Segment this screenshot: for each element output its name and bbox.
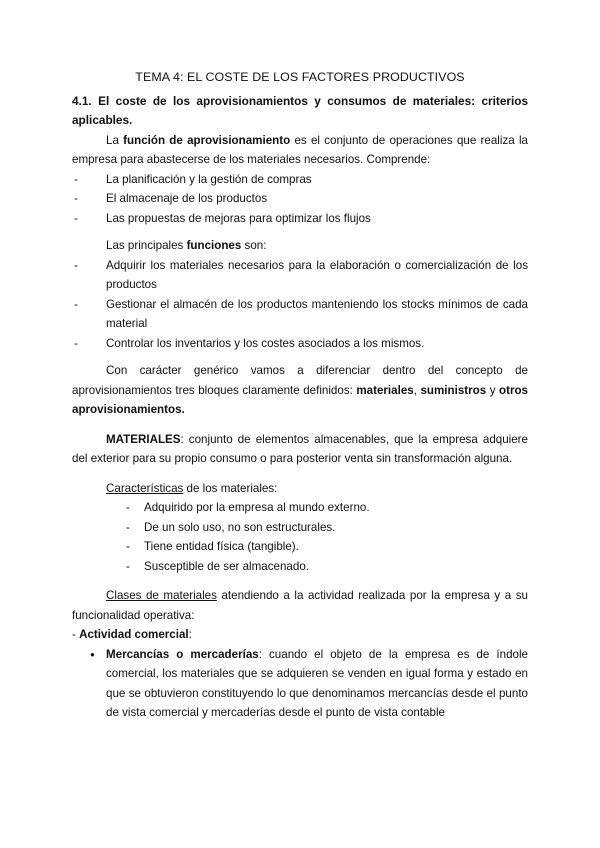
caracteristicas-list [72,498,528,576]
funciones-post: son: [241,239,267,252]
funciones-intro [72,236,528,256]
bloques-paragraph [72,361,528,420]
funciones-list [72,256,528,354]
section-heading-text: El coste de los aprovisionamientos y consumos de materiales: criterios aplicables. [72,93,529,127]
intro-bold-term: función de aprovisionamiento [123,133,291,147]
list-item [90,645,528,723]
materiales-paragraph [72,430,528,469]
document-page [72,68,528,723]
actividad-colon: : [188,628,192,641]
caracteristicas-post: de los materiales: [183,481,278,495]
list-item: - La planificación y la gestión de compras [72,170,528,190]
document-title: TEMA 4: EL COSTE DE LOS FACTORES PRODUCTIVOS [135,70,465,84]
bloques-pre: Con carácter genérico vamos a diferenciar dentro del concepto de aprovisionamientos tres bloques claramente definidos: [72,364,528,397]
list-item: - Controlar los inventarios y los costes asociados a los mismos. [72,334,528,354]
intro-paragraph [72,131,528,170]
mercancias-term: Mercancías o mercaderías [106,647,259,661]
intro-post: es el conjunto de operaciones que realiza la empresa para abastecerse de los materiales necesarios. Comprende: [72,133,528,166]
bloque-materiales: materiales [356,383,414,397]
actividad-term: Actividad comercial [79,628,189,641]
caracteristicas-intro [72,479,528,499]
comprende-list [72,170,528,229]
list-item: - Adquirir los materiales necesarios para la elaboración o comercialización de los productos [72,256,528,295]
actividad-comercial-line [72,625,528,645]
bloques-sep1: , [413,383,421,397]
intro-pre: La [106,133,124,147]
clases-post: atendiendo a la actividad realizada por la empresa y a su funcionalidad operativa: [72,589,528,622]
mercancias-definition: : cuando el objeto de la empresa es de índole comercial, los materiales que se adquieren se venden en igual forma y estado en que se obtuvieron constituyendo lo que denominamos mercancías desde el punto de vista comercial y mercaderías desde el punto de vista contable [106,647,528,719]
list-item: - Susceptible de ser almacenado. [126,557,528,577]
funciones-pre: Las principales [106,239,187,252]
bloques-sep2: y [486,383,500,397]
materiales-term: MATERIALES [106,432,181,446]
section-heading [72,92,528,131]
actividad-dash: - [72,628,80,641]
section-number: 4.1. [72,93,92,108]
list-item: - Adquirido por la empresa al mundo externo. [126,498,528,518]
clases-paragraph [72,586,528,625]
funciones-bold-term: funciones [186,239,242,252]
actividad-bullet-list [72,645,528,723]
list-item: - El almacenaje de los productos [72,189,528,209]
clases-underlined: Clases de materiales [106,589,217,602]
materiales-definition: : conjunto de elementos almacenables, que la empresa adquiere del exterior para su propio consumo o para posterior venta sin transformación alguna. [72,432,528,465]
caracteristicas-underlined: Características [106,481,184,495]
list-item: - Gestionar el almacén de los productos manteniendo los stocks mínimos de cada material [72,295,528,334]
list-item: - Tiene entidad física (tangible). [126,537,528,557]
bloque-otros: otros aprovisionamientos. [72,383,528,416]
list-item: - Las propuestas de mejoras para optimizar los flujos [72,209,528,229]
bloque-suministros: suministros [420,383,487,397]
list-item: - De un solo uso, no son estructurales. [126,518,528,538]
